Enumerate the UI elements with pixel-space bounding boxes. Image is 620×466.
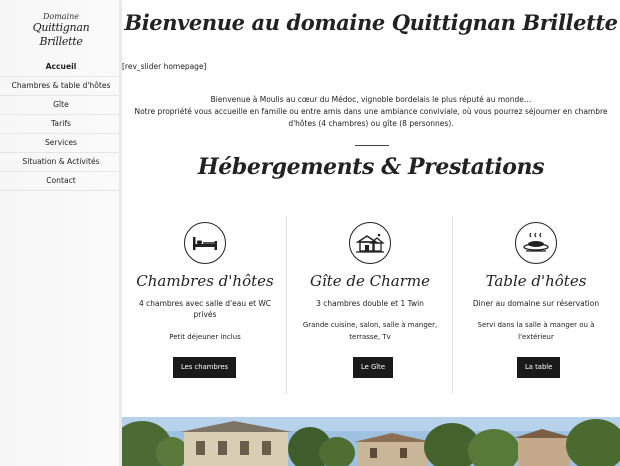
nav-item-gite[interactable]: Gîte [0, 96, 122, 115]
dish-icon [515, 222, 557, 264]
service-table [452, 216, 618, 394]
service-detail: Petit déjeuner inclus [169, 333, 241, 341]
nav-item-chambres[interactable]: Chambres & table d'hôtes [0, 77, 122, 96]
main-nav [0, 58, 122, 191]
service-title: Gîte de Charme [309, 272, 431, 290]
service-gite [286, 216, 452, 394]
service-chambres [122, 216, 288, 394]
logo-line-2: Quittignan Brillette [32, 21, 90, 48]
service-description: 3 chambres double et 1 Twin [316, 299, 424, 308]
house-icon [349, 222, 391, 264]
service-title: Table d'hôtes [485, 272, 587, 290]
service-description: 4 chambres avec salle d'eau et WC privés [138, 299, 272, 319]
service-detail: Servi dans la salle à manger ou à l'extérieur [477, 321, 595, 341]
nav-item-tarifs[interactable]: Tarifs [0, 115, 122, 134]
bed-icon [184, 222, 226, 264]
logo-line-1: Domaine [42, 12, 80, 21]
site-logo[interactable] [14, 12, 108, 46]
nav-item-accueil[interactable]: Accueil [0, 58, 122, 77]
intro-line-1: Bienvenue à Moulis au cœur du Médoc, vignoble bordelais le plus réputé au monde… [210, 95, 532, 104]
le-gite-button[interactable]: Le Gîte [353, 357, 393, 378]
slider-placeholder: [rev_slider homepage] [122, 62, 207, 71]
les-chambres-button[interactable]: Les chambres [173, 357, 236, 378]
service-detail: Grande cuisine, salon, salle à manger, terrasse, Tv [302, 321, 438, 341]
title-divider [355, 145, 389, 146]
domain-photo [122, 417, 620, 466]
service-title: Chambres d'hôtes [136, 272, 274, 290]
photo-banner [122, 417, 620, 466]
nav-item-services[interactable]: Services [0, 134, 122, 153]
sidebar [0, 0, 122, 466]
main-content [122, 0, 620, 466]
service-description: Diner au domaine sur réservation [472, 299, 600, 308]
page-title: Bienvenue au domaine Quittignan Brillette [124, 10, 618, 35]
la-table-button[interactable]: La table [517, 357, 560, 378]
nav-item-contact[interactable]: Contact [0, 172, 122, 191]
nav-item-situation[interactable]: Situation & Activités [0, 153, 122, 172]
section-title: Hébergements & Prestations [197, 154, 545, 180]
intro-line-2: Notre propriété vous accueille en famille ou entre amis dans une ambiance conviviale, où vous pourrez séjourner en chambre d'hôtes (4 chambres) ou gîte (8 personnes). [134, 107, 608, 128]
intro-text [122, 94, 620, 130]
